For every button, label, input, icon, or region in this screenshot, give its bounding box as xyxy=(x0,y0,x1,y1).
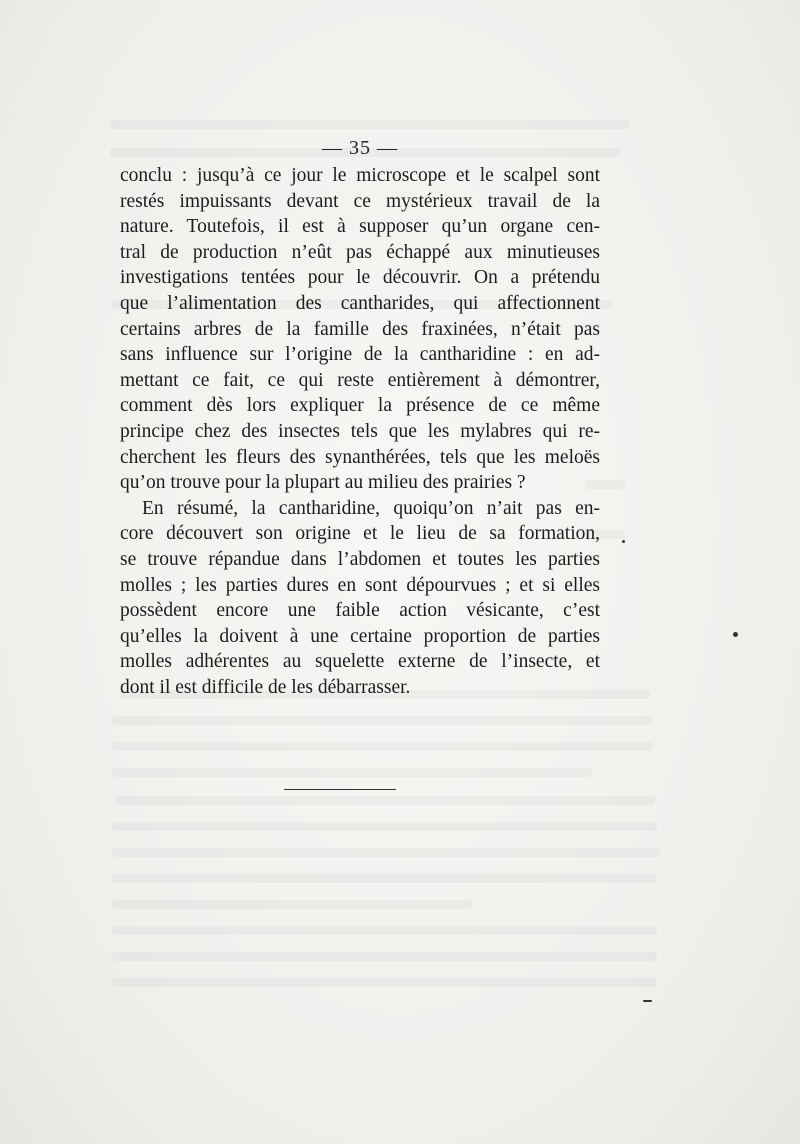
text-line: sans influence sur l’origine de la cantharidine : en ad- xyxy=(120,344,600,366)
text-line: core découvert son origine et le lieu de sa formation, xyxy=(120,523,600,545)
paper-speck xyxy=(733,632,738,637)
paper-speck xyxy=(622,540,625,543)
text-line: que l’alimentation des cantharides, qui affectionnent xyxy=(120,292,600,314)
text-line: principe chez des insectes tels que les mylabres qui re- xyxy=(120,420,600,442)
text-line: investigations tentées pour le découvrir. On a prétendu xyxy=(120,267,600,289)
text-line: certains arbres de la famille des fraxinées, n’était pas xyxy=(120,318,600,340)
section-rule xyxy=(284,789,396,790)
text-line: En résumé, la cantharidine, quoiqu’on n’ait pas en- xyxy=(142,497,600,519)
paper-speck xyxy=(643,1000,652,1002)
text-line: qu’on trouve pour la plupart au milieu des prairies ? xyxy=(120,472,526,494)
text-line: molles adhérentes au squelette externe de l’insecte, et xyxy=(120,651,600,673)
text-line: dont il est difficile de les débarrasser. xyxy=(120,676,411,698)
text-line: comment dès lors expliquer la présence de ce même xyxy=(120,395,600,417)
body-text xyxy=(120,163,600,700)
text-line: tral de production n’eût pas échappé aux minutieuses xyxy=(120,241,600,263)
text-line: nature. Toutefois, il est à supposer qu’un organe cen- xyxy=(120,216,600,238)
text-line: se trouve répandue dans l’abdomen et toutes les parties xyxy=(120,548,600,570)
text-line: cherchent les fleurs des synanthérées, tels que les meloës xyxy=(120,446,600,468)
text-line: mettant ce fait, ce qui reste entièrement à démontrer, xyxy=(120,369,600,391)
text-line: conclu : jusqu’à ce jour le microscope et le scalpel sont xyxy=(120,165,600,186)
text-line: qu’elles la doivent à une certaine proportion de parties xyxy=(120,625,600,647)
page-number: — 35 — xyxy=(322,137,398,159)
text-line: possèdent encore une faible action vésicante, c’est xyxy=(120,600,600,622)
text-line: molles ; les parties dures en sont dépourvues ; et si elles xyxy=(120,574,600,596)
text-line: restés impuissants devant ce mystérieux travail de la xyxy=(120,190,600,212)
